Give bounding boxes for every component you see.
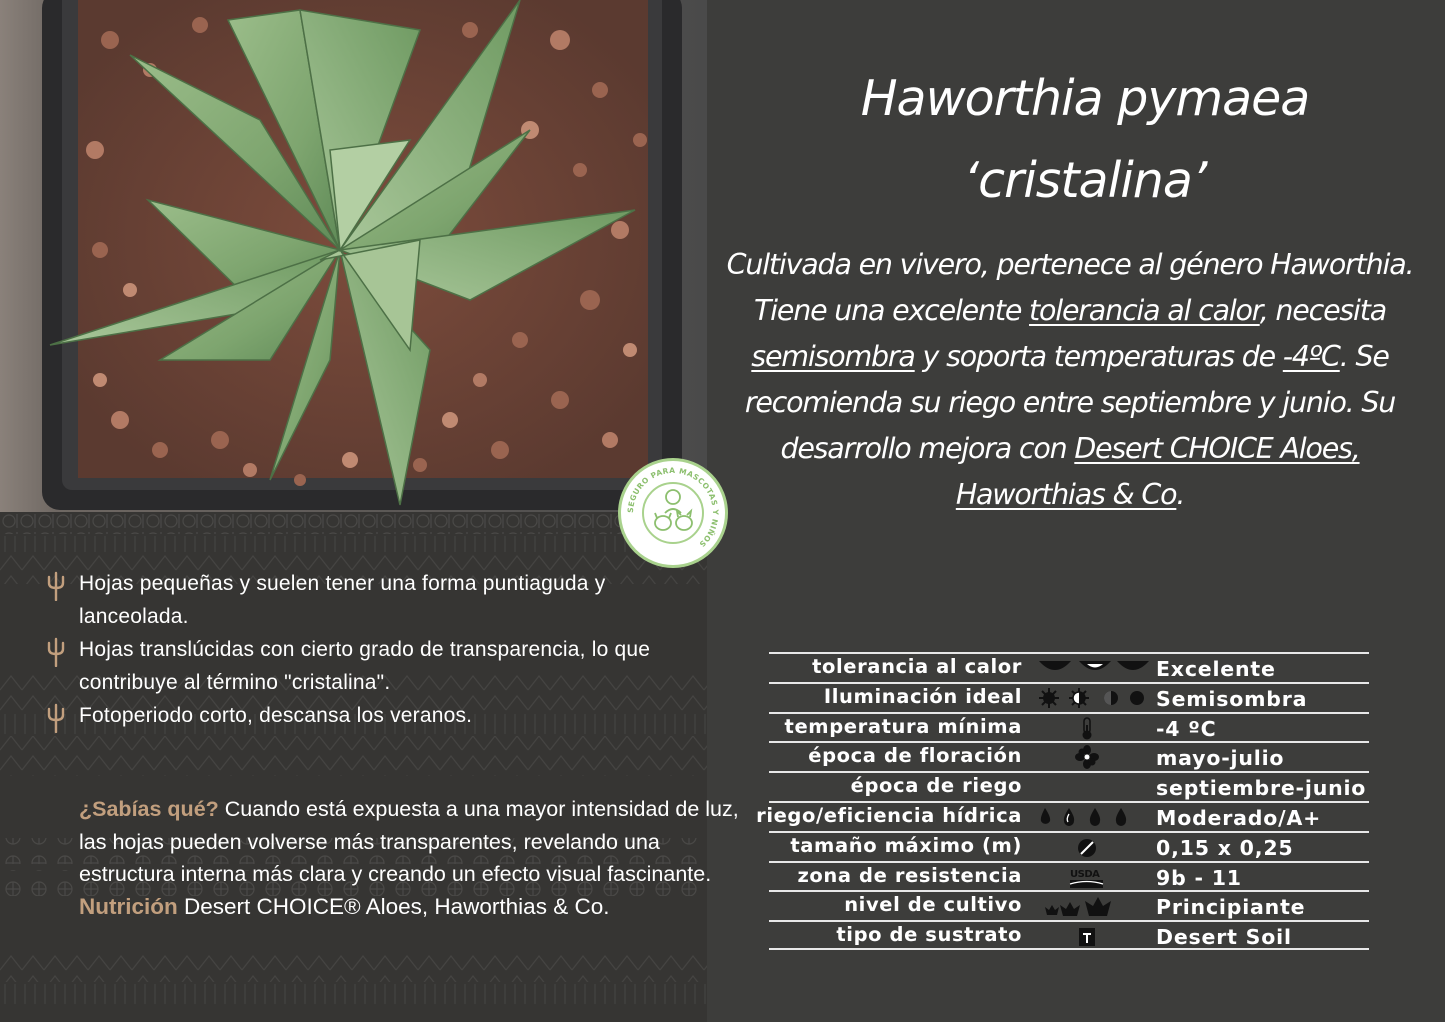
crown-icons — [1037, 893, 1157, 919]
title-line-2: ‘cristalina’ — [963, 152, 1207, 209]
table-row — [769, 682, 1369, 712]
did-you-know — [79, 793, 739, 923]
table-row — [769, 741, 1369, 771]
spec-label: nivel de cultivo — [844, 893, 1022, 917]
page-title — [760, 58, 1410, 222]
table-row — [769, 890, 1369, 920]
flower-icon — [1037, 744, 1157, 770]
spec-label: época de floración — [808, 744, 1022, 768]
badge-text: SEGURO PARA MASCOTAS Y NIÑOS — [625, 465, 721, 549]
did-you-know-label: ¿Sabías qué? — [79, 797, 219, 821]
heat-tolerance-link: tolerancia al calor — [1029, 294, 1260, 327]
cactus-icon — [44, 703, 68, 733]
min-temp-link: -4ºC — [1282, 340, 1340, 373]
spec-label: época de riego — [850, 774, 1022, 798]
spec-value: Semisombra — [1156, 686, 1308, 711]
list-item-text: Hojas pequeñas y suelen tener una forma puntiaguda y lanceolada. — [79, 572, 606, 628]
did-you-know-text: Cuando está expuesta a una mayor intensidad de luz, las hojas pueden volverse más transparentes, revelando una estructura interna más clara y creando un efecto visual fascinante. — [79, 797, 739, 886]
spec-value: Excelente — [1156, 657, 1276, 681]
table-row — [769, 652, 1369, 682]
table-row — [769, 831, 1369, 861]
spec-value: Principiante — [1156, 895, 1306, 920]
spec-table — [756, 652, 1369, 950]
diameter-icon — [1037, 834, 1157, 860]
spec-value: 9b - 11 — [1156, 865, 1242, 890]
description — [725, 242, 1415, 518]
table-row — [769, 712, 1369, 742]
spec-label: tamaño máximo (m) — [790, 833, 1022, 857]
table-row — [756, 801, 1369, 831]
table-row — [769, 861, 1369, 891]
spec-value: Desert Soil — [1156, 925, 1292, 950]
child-pets-icon — [655, 490, 692, 530]
spec-label: tolerancia al calor — [812, 655, 1022, 678]
description-text: . — [1176, 478, 1185, 511]
description-text: y soporta temperaturas de — [914, 340, 1283, 373]
nutrition-line — [79, 891, 739, 924]
spec-label: riego/eficiencia hídrica — [756, 803, 1022, 827]
spec-value: -4 ºC — [1156, 716, 1217, 741]
cactus-icon — [44, 571, 68, 601]
title-line-1: Haworthia pymaea — [860, 70, 1310, 127]
table-row — [769, 920, 1369, 950]
spec-label: Iluminación ideal — [823, 684, 1022, 708]
sun-shade-icons — [1037, 685, 1157, 711]
spec-value: mayo-julio — [1156, 746, 1285, 771]
list-item — [40, 633, 720, 699]
thermometer-icon — [1037, 715, 1157, 741]
semishade-link: semisombra — [751, 340, 915, 373]
spec-label: temperatura mínima — [784, 714, 1022, 738]
list-item-text: Hojas translúcidas con cierto grado de transparencia, lo que contribuye al término "cristalina". — [79, 638, 651, 694]
description-text: . Se recomienda su riego entre septiembre y junio. Su desarrollo mejora con — [744, 340, 1396, 465]
description-text: Cultivada en vivero, pertenece al género Haworthia. Tiene una excelente — [726, 248, 1414, 327]
plant-photo — [0, 0, 707, 512]
spec-value: 0,15 x 0,25 — [1156, 835, 1294, 860]
substrate-bag-icon — [1037, 923, 1157, 949]
list-item — [40, 699, 720, 732]
table-row — [769, 771, 1369, 801]
cactus-icon — [44, 637, 68, 667]
nutrition-label: Nutrición — [79, 893, 178, 919]
nutrition-text: Desert CHOICE® Aloes, Haworthias & Co. — [177, 893, 610, 919]
svg-text:USDA: USDA — [1070, 868, 1100, 880]
list-item-text: Fotoperiodo corto, descansa los veranos. — [79, 704, 473, 727]
list-item — [40, 567, 720, 633]
product-link: Desert CHOICE Aloes, Haworthias & Co — [955, 432, 1360, 511]
water-drop-icons — [1037, 804, 1157, 830]
pet-safe-badge — [618, 458, 728, 568]
description-text: , necesita — [1259, 294, 1387, 327]
svg-text:SEGURO PARA MASCOTAS Y NIÑOS — [626, 466, 720, 549]
spec-value: septiembre-junio — [1156, 776, 1367, 801]
spec-label: tipo de sustrato — [836, 923, 1022, 947]
heat-tolerance-icons — [1037, 655, 1157, 681]
spec-value: Moderado/A+ — [1156, 805, 1322, 830]
spec-label: zona de resistencia — [797, 863, 1022, 887]
feature-list — [40, 567, 720, 732]
usda-icon — [1037, 864, 1157, 890]
